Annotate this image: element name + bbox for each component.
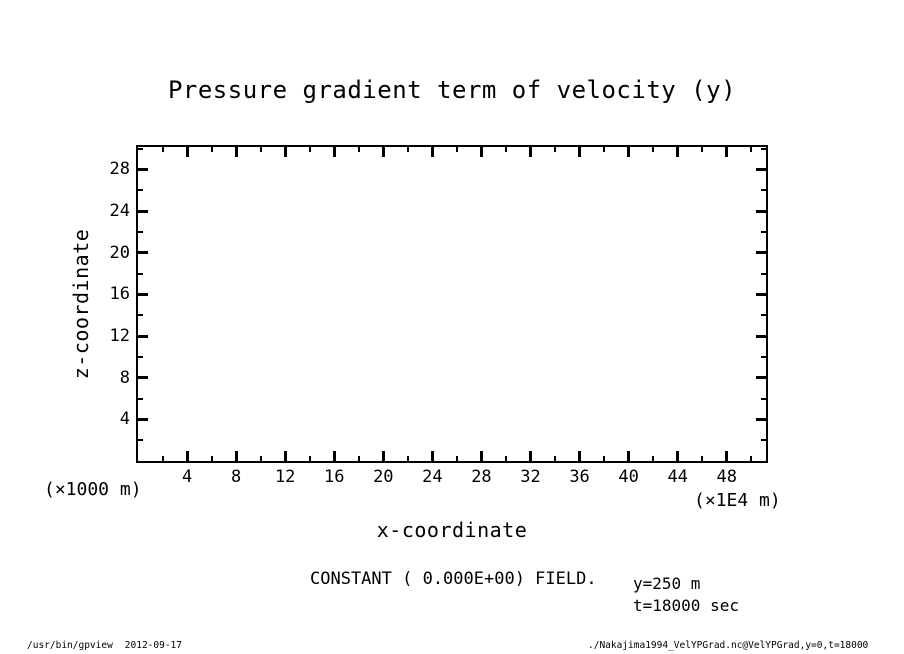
x-minor-tick (456, 147, 458, 152)
y-major-tick (756, 168, 766, 171)
y-major-tick (756, 376, 766, 379)
y-axis-label: z-coordinate (69, 228, 93, 380)
x-major-tick (529, 451, 532, 461)
x-minor-tick (554, 456, 556, 461)
footer-file-path: ./Nakajima1994_VelYPGrad.nc@VelYPGrad,y=0,t=18000 (588, 640, 869, 651)
x-major-tick (186, 451, 189, 461)
x-minor-tick (260, 147, 262, 152)
y-major-tick (138, 293, 148, 296)
x-tick-label: 4 (181, 467, 193, 487)
x-minor-tick (456, 456, 458, 461)
x-minor-tick (652, 456, 654, 461)
y-major-tick (138, 335, 148, 338)
x-minor-tick (260, 456, 262, 461)
y-minor-tick (138, 148, 143, 150)
x-major-tick (627, 147, 630, 157)
x-minor-tick (750, 147, 752, 152)
y-minor-tick (138, 189, 143, 191)
y-major-tick (138, 376, 148, 379)
y-tick-label: 4 (119, 409, 130, 430)
x-tick-label: 40 (618, 467, 639, 487)
y-minor-tick (761, 148, 766, 150)
x-major-tick (284, 147, 287, 157)
slice-y-annotation: y=250 m (633, 574, 701, 593)
x-minor-tick (603, 147, 605, 152)
y-minor-tick (138, 356, 143, 358)
x-tick-label: 24 (422, 467, 443, 487)
y-minor-tick (138, 273, 143, 275)
footer-date: 2012-09-17 (124, 640, 182, 651)
y-minor-tick (761, 189, 766, 191)
x-axis-unit-label: (×1E4 m) (694, 490, 781, 511)
x-tick-label: 32 (520, 467, 541, 487)
x-major-tick (480, 451, 483, 461)
plot-area (109, 145, 768, 487)
y-minor-tick (761, 231, 766, 233)
x-axis-label: x-coordinate (376, 518, 528, 542)
x-major-tick (186, 147, 189, 157)
x-tick-label: 48 (716, 467, 737, 487)
x-minor-tick (554, 147, 556, 152)
slice-t-annotation: t=18000 sec (633, 596, 739, 615)
y-major-tick (756, 418, 766, 421)
y-tick-label: 24 (109, 201, 130, 222)
y-minor-tick (761, 439, 766, 441)
x-major-tick (333, 147, 336, 157)
y-minor-tick (761, 356, 766, 358)
x-major-tick (578, 451, 581, 461)
x-minor-tick (603, 456, 605, 461)
x-minor-tick (211, 456, 213, 461)
y-tick-label: 12 (109, 326, 130, 347)
x-minor-tick (358, 456, 360, 461)
x-tick-label: 36 (569, 467, 590, 487)
x-minor-tick (407, 147, 409, 152)
x-minor-tick (505, 147, 507, 152)
y-major-tick (756, 251, 766, 254)
footer-command: /usr/bin/gpview (27, 640, 113, 651)
x-minor-tick (211, 147, 213, 152)
x-major-tick (676, 147, 679, 157)
x-minor-tick (358, 147, 360, 152)
x-tick-label: 12 (274, 467, 296, 487)
y-major-tick (138, 210, 148, 213)
constant-field-annotation: CONSTANT ( 0.000E+00) FIELD. (310, 569, 597, 589)
x-major-tick (578, 147, 581, 157)
y-tick-label: 8 (119, 367, 130, 388)
y-major-tick (756, 293, 766, 296)
x-major-tick (431, 451, 434, 461)
y-major-tick (138, 168, 148, 171)
y-minor-tick (761, 398, 766, 400)
x-minor-tick (162, 147, 164, 152)
x-minor-tick (309, 456, 311, 461)
x-minor-tick (309, 147, 311, 152)
x-minor-tick (701, 456, 703, 461)
x-tick-label: 16 (324, 467, 345, 487)
y-minor-tick (761, 273, 766, 275)
x-major-tick (333, 451, 336, 461)
plot-title: Pressure gradient term of velocity (y) (167, 76, 737, 104)
y-minor-tick (761, 314, 766, 316)
x-minor-tick (701, 147, 703, 152)
x-major-tick (529, 147, 532, 157)
x-major-tick (382, 451, 385, 461)
y-tick-label: 20 (109, 242, 130, 263)
x-major-tick (235, 147, 238, 157)
x-major-tick (431, 147, 434, 157)
x-tick-label: 8 (231, 467, 242, 487)
x-major-tick (235, 451, 238, 461)
y-minor-tick (138, 398, 143, 400)
x-minor-tick (750, 456, 752, 461)
x-tick-label: 44 (667, 467, 688, 487)
x-major-tick (284, 451, 287, 461)
x-major-tick (725, 451, 728, 461)
y-minor-tick (138, 439, 143, 441)
x-tick-label: 28 (471, 467, 492, 487)
slice-annotations (633, 573, 739, 617)
x-minor-tick (505, 456, 507, 461)
x-major-tick (725, 147, 728, 157)
x-major-tick (676, 451, 679, 461)
footer-command-line (27, 640, 182, 651)
x-major-tick (382, 147, 385, 157)
y-major-tick (138, 251, 148, 254)
x-minor-tick (407, 456, 409, 461)
y-minor-tick (138, 314, 143, 316)
y-minor-tick (138, 231, 143, 233)
x-tick-label: 20 (373, 467, 394, 487)
y-major-tick (756, 210, 766, 213)
y-major-tick (756, 335, 766, 338)
x-major-tick (480, 147, 483, 157)
x-minor-tick (652, 147, 654, 152)
x-minor-tick (162, 456, 164, 461)
y-tick-label: 28 (109, 159, 130, 180)
y-major-tick (138, 418, 148, 421)
y-tick-label: 16 (109, 284, 130, 305)
y-axis-unit-label: (×1000 m) (44, 479, 142, 500)
x-major-tick (627, 451, 630, 461)
